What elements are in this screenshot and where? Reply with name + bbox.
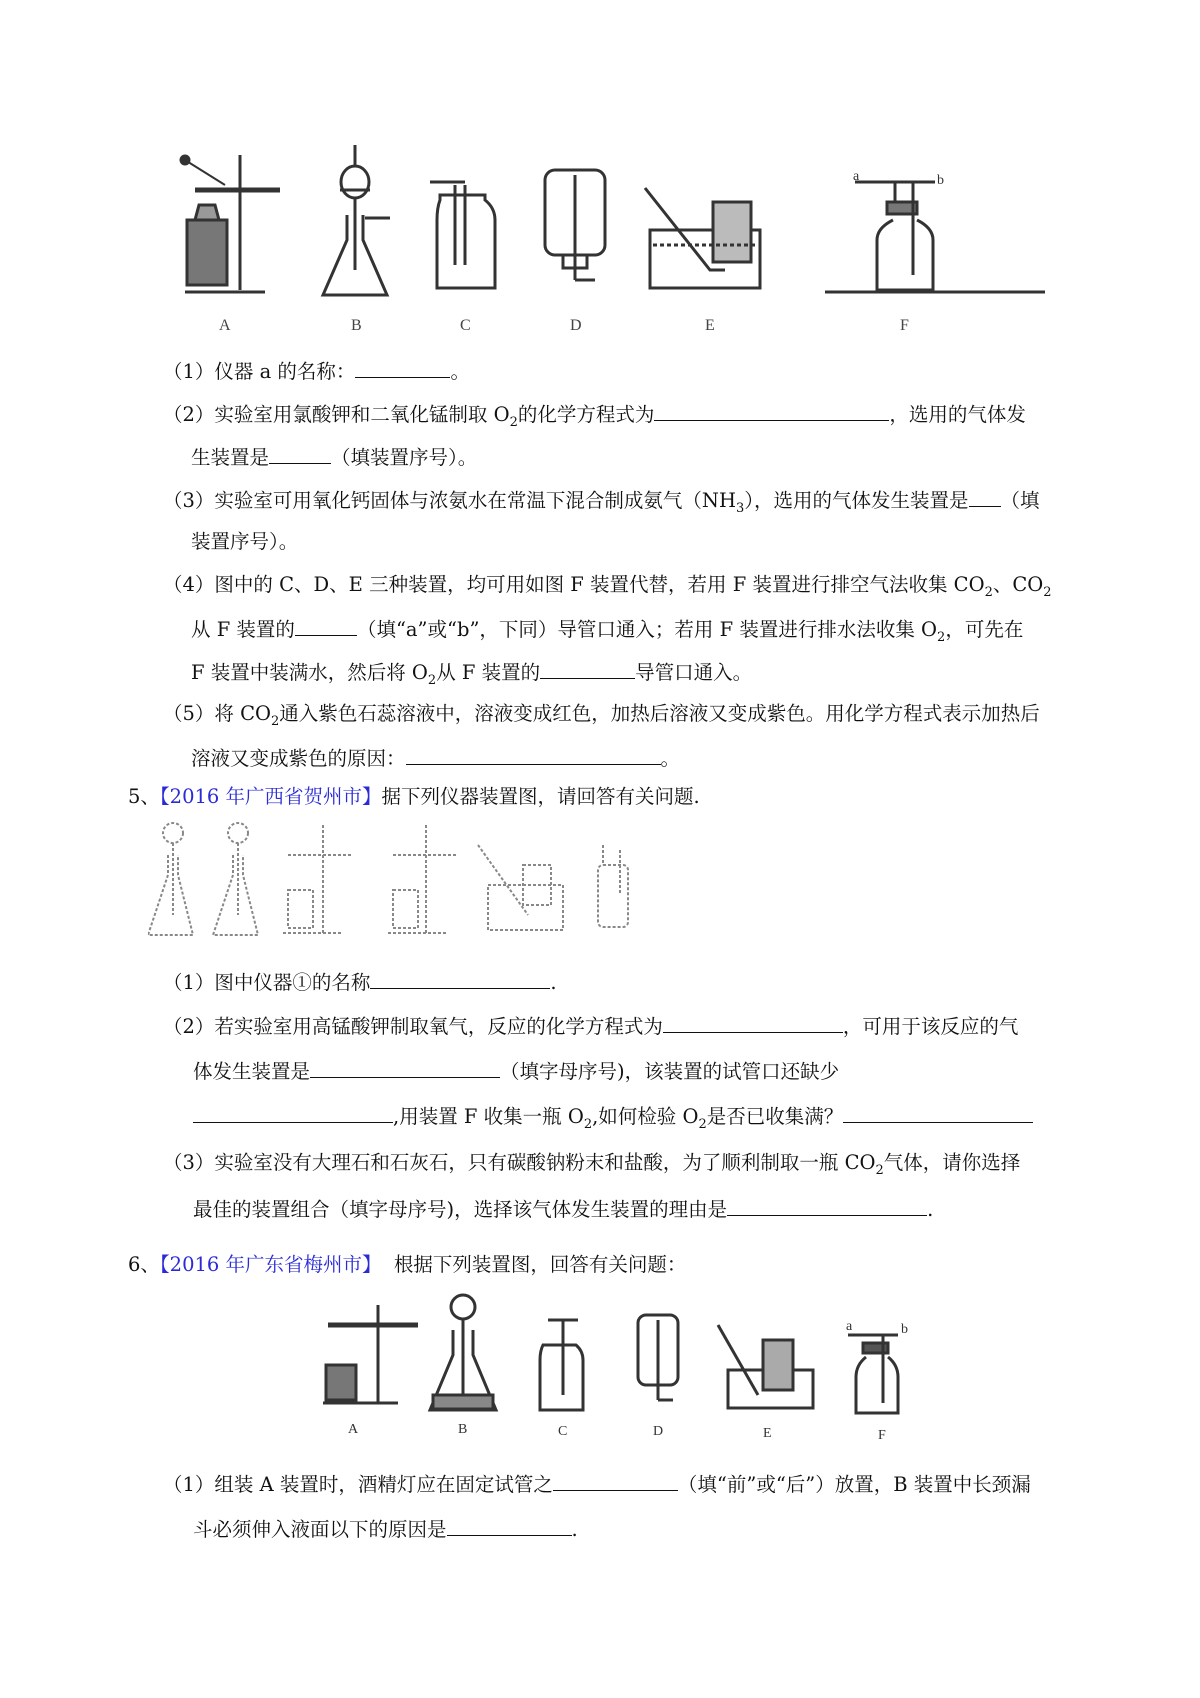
pipe-a-label: a: [853, 169, 860, 184]
answer-blank[interactable]: [406, 744, 661, 765]
q4-sub2-line2: 生装置是 （填装置序号）。: [191, 443, 477, 471]
answer-blank[interactable]: [540, 658, 635, 679]
apparatus-f-drawing: [825, 169, 1045, 292]
q4-sub3-line2: 装置序号）。: [191, 530, 299, 553]
q6-pipe-a: a: [846, 1319, 853, 1334]
answer-blank[interactable]: [310, 1057, 500, 1078]
q5-sub3-line2: 最佳的装置组合（填字母序号)，选择该气体发生装置的理由是 .: [193, 1195, 933, 1223]
answer-blank[interactable]: [193, 1102, 393, 1123]
q6-sub1-line2: 斗必须伸入液面以下的原因是 .: [193, 1515, 578, 1543]
q6-label-a: A: [348, 1422, 359, 1437]
q4-sub5-line2: 溶液又变成紫色的原因： 。: [191, 744, 680, 772]
label-a: A: [219, 317, 231, 334]
q4-sub3-line1: （3）实验室可用氧化钙固体与浓氨水在常温下混合制成氨气$(NH_3)$，选用的气体发生装置是 （填: [163, 486, 1040, 514]
apparatus-d-drawing: [545, 170, 605, 280]
q6-label-c: C: [558, 1424, 568, 1439]
q6-heading: 6、【2016 年广东省梅州市】 根据下列装置图，回答有关问题：: [128, 1253, 687, 1276]
apparatus-b-drawing: [323, 145, 390, 295]
q4-sub5-line1: （5）将 $CO_2$通入紫色石蕊溶液中，溶液变成红色，加热后溶液又变成紫色。用化学方程式表示加热后: [163, 702, 1040, 729]
apparatus-group-2: [148, 823, 628, 935]
apparatus-figure-1: [165, 140, 1045, 340]
label-b: B: [351, 317, 362, 334]
q6-label-e: E: [763, 1426, 772, 1441]
q6-label-f: F: [878, 1428, 886, 1443]
answer-blank[interactable]: [355, 357, 450, 378]
apparatus-figure-2: [148, 815, 638, 945]
q4-sub2-line1: （2）实验室用氯酸钾和二氧化锰制取 $O_2$的化学方程式为 ，选用的气体发: [163, 400, 1026, 428]
apparatus-c-drawing: [430, 182, 495, 288]
q5-sub2-line3: ,用装置 F 收集一瓶 $O_2$,如何检验 $O_2$是否已收集满？: [193, 1102, 1033, 1130]
answer-blank[interactable]: [553, 1470, 678, 1491]
q5-sub2-line1: （2）若实验室用高锰酸钾制取氧气，反应的化学方程式为 ，可用于该反应的气: [163, 1012, 1018, 1040]
answer-blank[interactable]: [969, 486, 1001, 507]
answer-blank[interactable]: [843, 1102, 1033, 1123]
q5-heading: 5、【2016 年广西省贺州市】据下列仪器装置图，请回答有关问题.: [128, 785, 700, 808]
apparatus-figure-3: [318, 1285, 923, 1445]
q4-sub4-line2: 从 F 装置的 （填“a”或“b”，下同）导管口通入；若用 F 装置进行排水法收集 $O_2$，可先在: [191, 615, 1023, 643]
label-e: E: [705, 317, 715, 334]
apparatus-e-drawing: [645, 188, 760, 288]
q5-source-link[interactable]: 【2016 年广西省贺州市】: [159, 785, 382, 808]
answer-blank[interactable]: [654, 400, 889, 421]
q4-sub1: （1）仪器 a 的名称： 。: [163, 357, 470, 385]
label-d: D: [570, 317, 582, 334]
answer-blank[interactable]: [663, 1012, 843, 1033]
q6-sub1-line1: （1）组装 A 装置时，酒精灯应在固定试管之 （填“前”或“后”）放置，B 装置中长颈漏: [163, 1470, 1031, 1498]
q4-sub4-line1: （4）图中的 C、D、E 三种装置，均可用如图 F 装置代替，若用 F 装置进行排空气法收集 $CO_2$、$CO_2$: [163, 573, 1052, 600]
answer-blank[interactable]: [370, 968, 550, 989]
q6-source-link[interactable]: 【2016 年广东省梅州市】: [159, 1253, 382, 1276]
label-c: C: [460, 317, 471, 334]
q5-sub1: （1）图中仪器①的名称 .: [163, 968, 557, 996]
q6-label-d: D: [653, 1424, 664, 1439]
answer-blank[interactable]: [727, 1195, 927, 1216]
q5-sub2-line2: 体发生装置是 （填字母序号)，该装置的试管口还缺少: [193, 1057, 839, 1085]
q6-pipe-b: b: [901, 1322, 908, 1337]
label-f: F: [900, 317, 909, 334]
q4-sub4-line3: F 装置中装满水，然后将 $O_2$从 F 装置的 导管口通入。: [191, 658, 752, 686]
q5-sub3-line1: （3）实验室没有大理石和石灰石，只有碳酸钠粉末和盐酸，为了顺利制取一瓶 $CO_2$气体，请你选择: [163, 1151, 1021, 1178]
apparatus-group-3: [323, 1295, 898, 1413]
answer-blank[interactable]: [295, 615, 357, 636]
q6-label-b: B: [458, 1422, 468, 1437]
answer-blank[interactable]: [269, 443, 331, 464]
apparatus-a-drawing: [181, 155, 280, 292]
pipe-b-label: b: [937, 173, 944, 188]
answer-blank[interactable]: [447, 1515, 572, 1536]
